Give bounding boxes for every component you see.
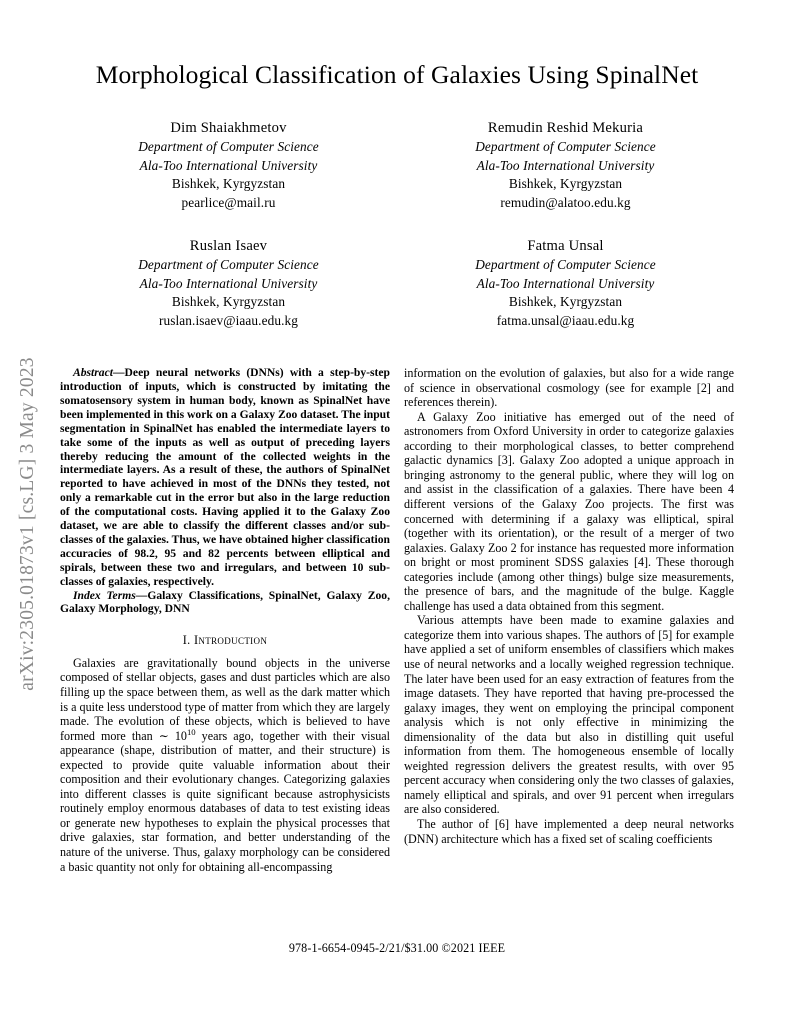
abstract-label: Abstract— <box>73 366 125 380</box>
author-university: Ala-Too International University <box>476 157 655 173</box>
intro-inline-math <box>158 726 196 743</box>
right-paragraph-1: information on the evolution of galaxies, but also for a wide range of science in observational cosmology (see for example [2] and references therein). <box>404 366 734 410</box>
author-department: Department of Computer Science <box>475 257 656 273</box>
author-row-first <box>60 119 734 212</box>
page-title: Morphological Classification of Galaxies Using SpinalNet <box>95 60 699 89</box>
right-paragraph-2: A Galaxy Zoo initiative has emerged out of the need of astronomers from Oxford University in order to categorize galaxies according to their morphological classes, to better comprehend galactic dynamics [3]. Galaxy Zoo adopted a unique approach in bringing astronomy to the general public, where they will log on and assist in the classification of a galaxies. There have been 4 different versions of the Galaxy Zoo projects. The first was concerned with determining if a galaxy was elliptical, spiral (together with its orientation), or the result of a merger of two galaxies. Galaxy Zoo 2 for instance has requested more information on bright or most prominent SDSS galaxies [4]. These thorough categories include (among other things) bulge size measurements, the presence of bars, and the magnitude of the bulge. Kaggle challenge has used a data obtained from this segment. <box>404 409 734 613</box>
arxiv-stamp <box>0 0 56 1024</box>
body-columns <box>60 366 734 874</box>
author-email: fatma.unsal@iaau.edu.kg <box>496 312 635 328</box>
section-title: Introduction <box>193 633 268 648</box>
author-department: Department of Computer Science <box>475 139 656 155</box>
author-university: Ala-Too International University <box>139 157 318 173</box>
author-department: Department of Computer Science <box>138 139 319 155</box>
author-block-4 <box>397 237 734 330</box>
right-column <box>404 366 734 874</box>
author-name: Remudin Reshid Mekuria <box>487 120 644 136</box>
author-block-1 <box>60 119 397 212</box>
intro-text-part-1: Galaxies are gravitationally bound objects in the universe composed of stellar objects, gases and dust particles which are also filling up the space between them, as well as the dark matter which is a quite less understood type of matter from which they are largely made. The evolution of these objects, which is believed to have formed more than <box>60 655 390 743</box>
author-name: Dim Shaiakhmetov <box>170 120 287 136</box>
index-terms-paragraph <box>60 589 390 617</box>
author-university: Ala-Too International University <box>476 275 655 291</box>
author-email: pearlice@mail.ru <box>181 194 276 210</box>
intro-paragraph-1 <box>60 656 390 874</box>
right-paragraph-3: Various attempts have been made to examine galaxies and categorize them into various shapes. The authors of [5] for example have applied a set of uniform ensembles of classifiers which makes use of neural networks and a locally weighed regression technique. The later have been used for an easy extraction of features from the image datasets. They have reported that having pre-processed the galaxy images, they went on employing the principal component analysis which is not only effective in minimizing the dimensionality of the data but also in distilling quit useful information from them. The homogeneous ensemble of locally weighted regression delivers the greatest results, with over 95 percent accuracy when considering only the two classes of galaxies, namely elliptical and spirals, and over 91 percent when irregulars are also considered. <box>404 613 734 817</box>
author-name: Ruslan Isaev <box>189 238 268 255</box>
author-block-2 <box>397 119 734 212</box>
copyright-footer: 978-1-6654-0945-2/21/$31.00 ©2021 IEEE <box>288 941 506 955</box>
author-block-3 <box>60 237 397 330</box>
author-name: Fatma Unsal <box>527 238 604 255</box>
author-row-second <box>60 237 734 330</box>
author-city: Bishkek, Kyrgyzstan <box>171 176 286 192</box>
author-city: Bishkek, Kyrgyzstan <box>508 294 623 310</box>
right-paragraph-4: The author of [6] have implemented a deep neural networks (DNN) architecture which has a fixed set of scaling coefficients <box>404 817 734 846</box>
abstract-text: Deep neural networks (DNNs) with a step-by-step introduction of inputs, which is constructed by imitating the somatosensory system in human body, known as SpinalNet have been implemented in this work on a Galaxy Zoo dataset. The input segmentation in SpinalNet has enabled the intermediate layers to take some of the inputs as well as output of preceding layers thereby reducing the amount of the collected weights in the intermediate layers. As a result of these, the authors of SpinalNet reported to have achieved in most of the DNNs they tested, not only a remarkable cut in the error but also in the large reduction of the computational costs. Having applied it to the Galaxy Zoo dataset, we are able to classify the different classes and/or sub-classes of the galaxies. Thus, we have obtained higher classification accuracies of 98.2, 95 and 82 percents between elliptical and spirals, between these two and irregulars, and between 10 sub-classes of galaxies, respectively. <box>60 366 390 588</box>
math-base: ∼ 10 <box>158 728 187 743</box>
paper-content <box>60 0 734 1024</box>
author-email: remudin@alatoo.edu.kg <box>500 194 631 210</box>
arxiv-stamp-text: arXiv:2305.01873v1 [cs.LG] 3 May 2023 <box>17 357 38 691</box>
math-exponent: 10 <box>186 726 196 737</box>
intro-text-part-2: years ago, together with their visual appearance (shape, distribution of matter, and their structure) is expected to provide quite valuable information about their composition and their evolutionary changes. Categorizing galaxies into different classes is quite significant because astrophysicists routinely employ enormous databases of data to test existing ideas or generate new hypotheses to explain the physical processes that drive galaxies, star formation, and better understanding of the nature of the universe. Thus, galaxy morphology can be considered a basic quantity not only for obtaining all-encompassing <box>60 728 390 874</box>
abstract-paragraph <box>60 366 390 589</box>
index-terms-label: Index Terms— <box>73 588 148 602</box>
left-column <box>60 366 390 874</box>
author-department: Department of Computer Science <box>138 257 319 273</box>
section-numeral: I. <box>182 633 191 648</box>
author-city: Bishkek, Kyrgyzstan <box>171 294 286 310</box>
author-city: Bishkek, Kyrgyzstan <box>508 176 623 192</box>
author-email: ruslan.isaev@iaau.edu.kg <box>158 312 299 328</box>
section-heading-introduction <box>60 633 390 648</box>
index-terms-text: Galaxy Classifications, SpinalNet, Galaxy Zoo, Galaxy Morphology, DNN <box>60 588 390 616</box>
author-university: Ala-Too International University <box>139 275 318 291</box>
